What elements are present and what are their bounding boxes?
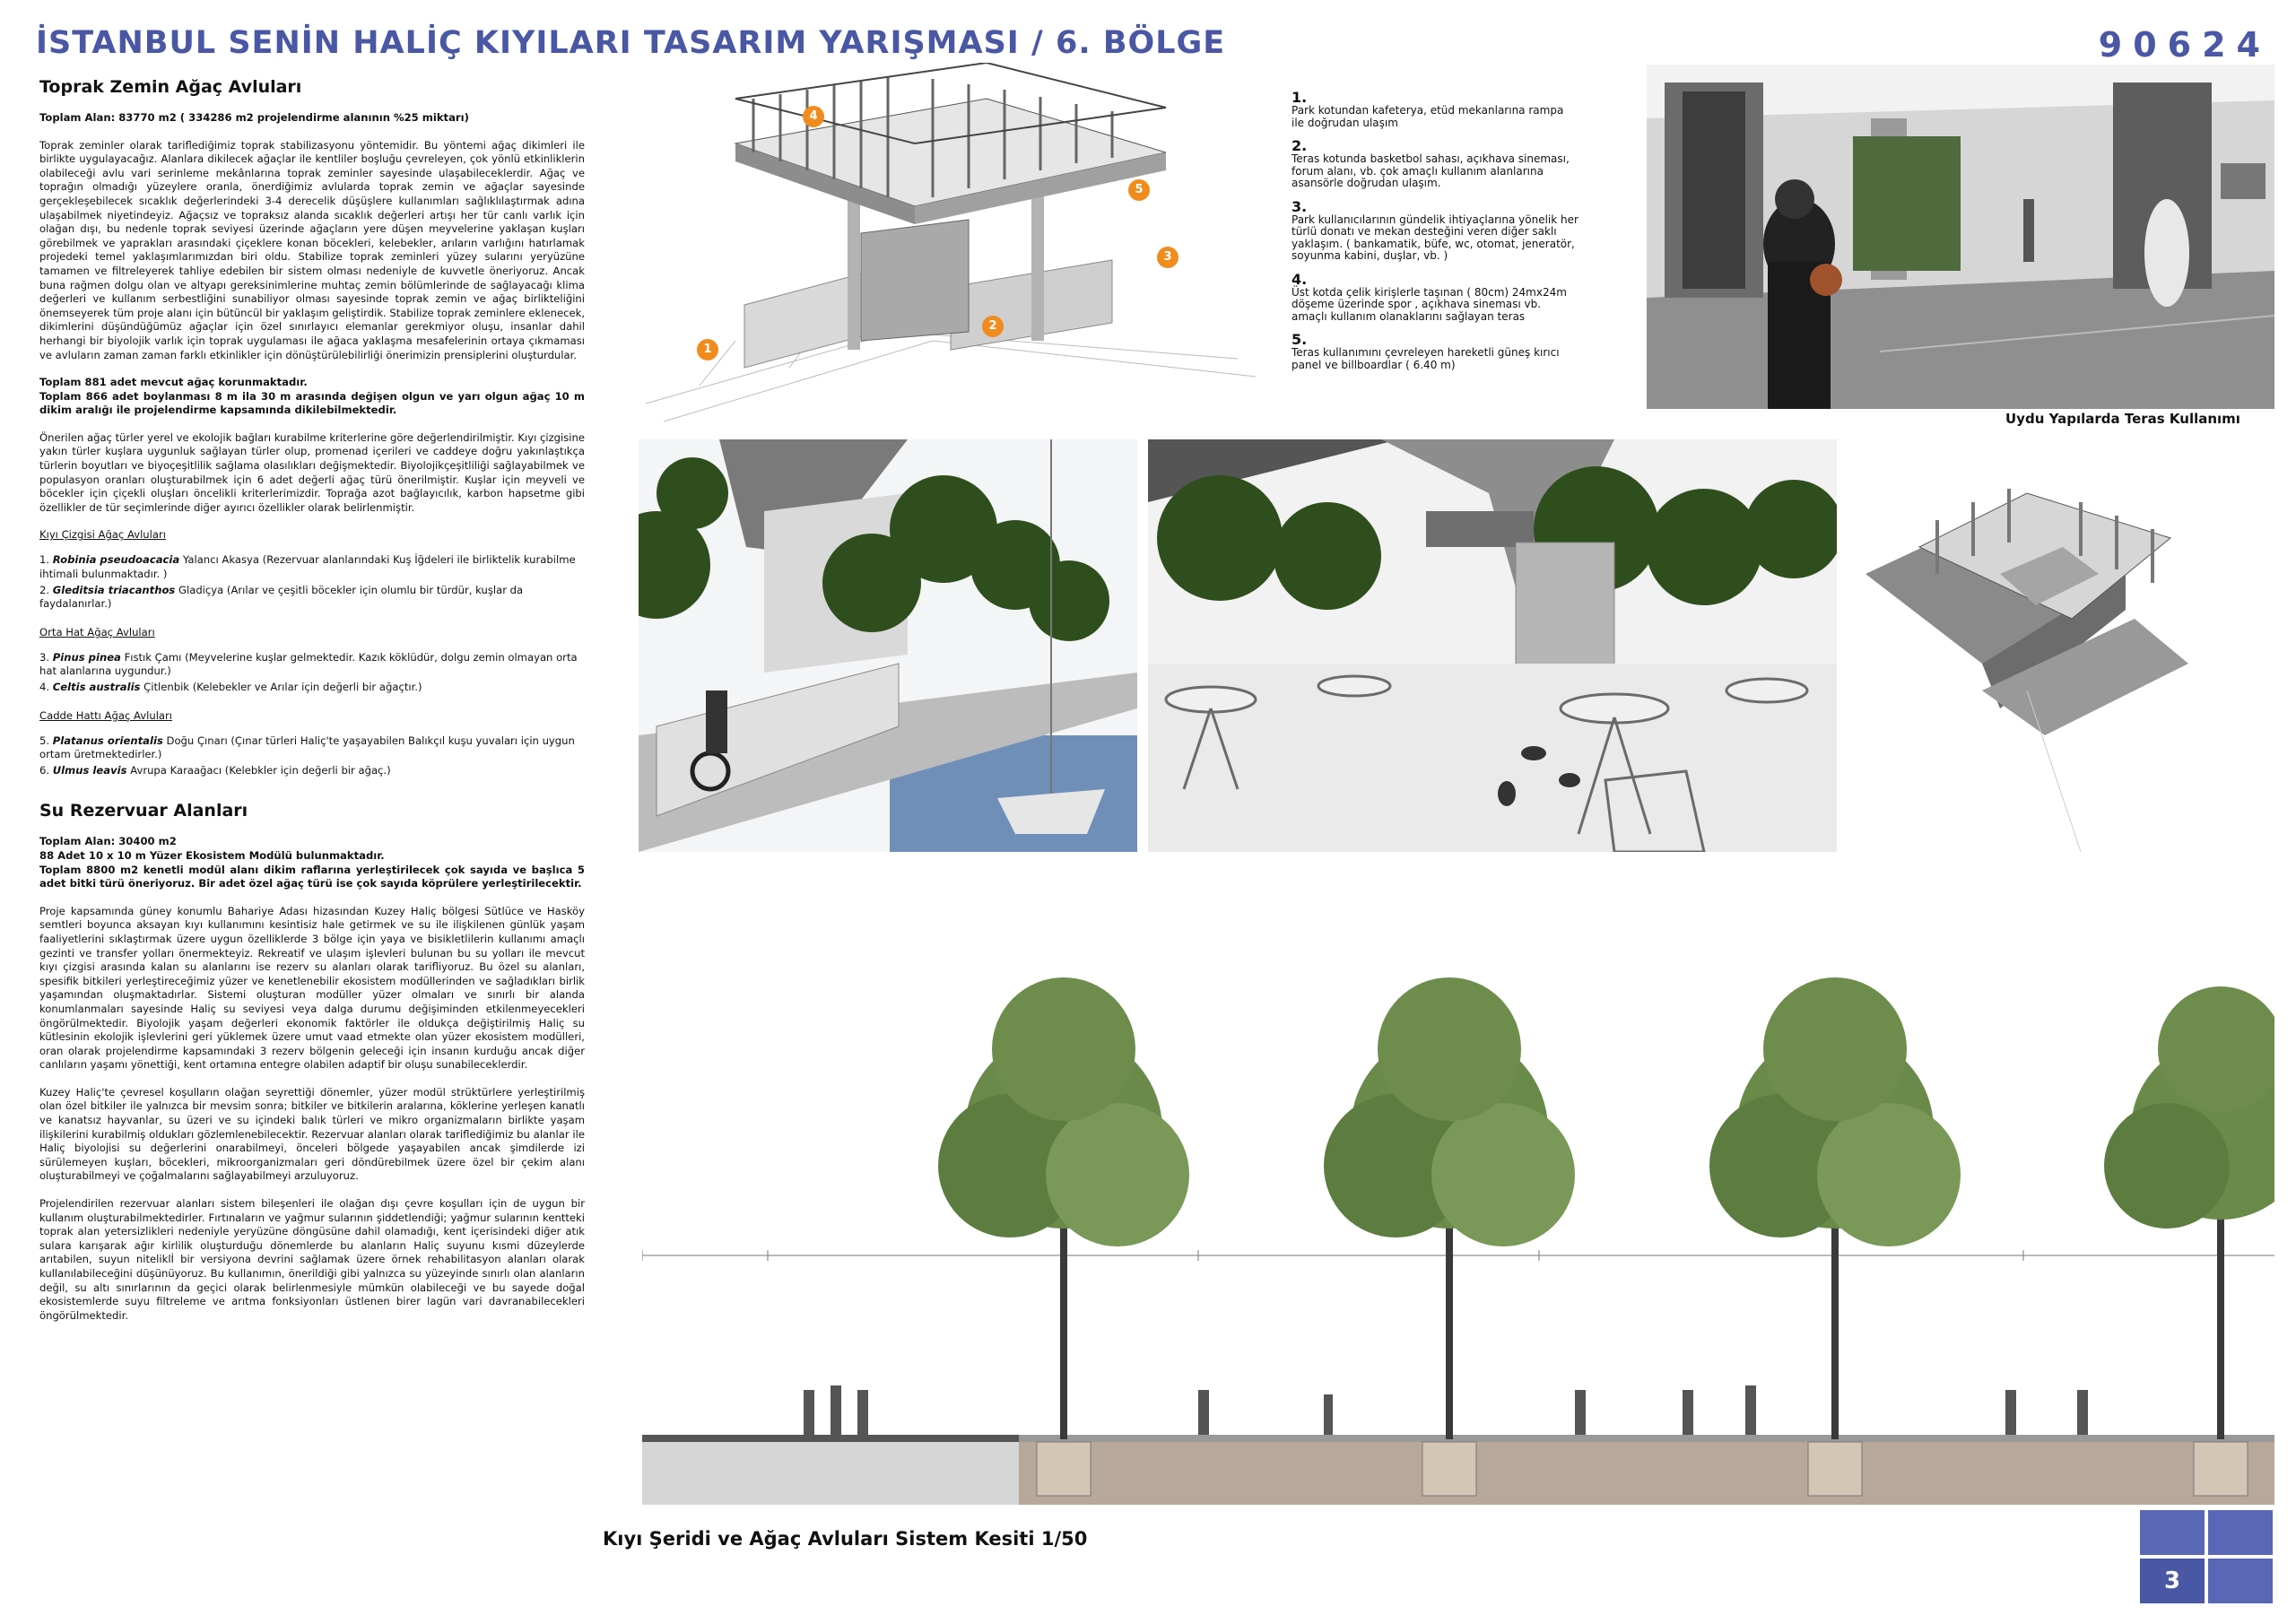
paragraph-soil: Toprak zeminler olarak tariflediğimiz toprak stabilizasyonu yöntemidir. Bu yöntemi ağaç dikimleri ile birlikte uygulayacağız. Alanlara dikilecek ağaçlar ile kentliler boşluğu çevreleyen, çok yönlü etkinliklerin olabileceği avlu vari serinleme mekânlarına toprak zeminler sayesinde ulaşabileceklerdir. Ağaç ve toprağın olmadığı yüzeylere oranla, önerdiğimiz avlularda toprak zemin ve ağaçlar sayesinde gerçekleşebilecek sıcaklık değerlerindeki 3-4 derecelik düşüşlere kullanımları sağlıklılaştırmak adına ulaşabilmek niyetindeyiz. Ağaçsız ve topraksız alanda sıcaklık değerleri artışı her tür canlı varlık için olağan dışı, bu nedenle toprak seviyesi üzerinde ağaçların yere düşen meyvelerine yaklaşan kuşları görebilmek ve yaprakları arasındaki çiçeklere konan böcekleri, kelebekler, arıların varlığını hatırlamak projedeki temel yaklaşımlarımızdan biri oldu. Stabilize toprak zeminleri yüzey sularını yeryüzüne tamamen ve filtreleyerek tahliye edebilen bir sistem olması nedeniyle de kuvvetle öneriyoruz. Ancak buna rağmen dolgu olan ve altyapı gereksinimlerine muhtaç zemin bölümlerinde de sağlayacağı klima değerleri ve kullanım serbestliğini sunabiliyor olması sayesinde toprak zemin ve ağaç birlikteliğini önemseyerek tüm proje alanı için bütüncül bir yaklaşım geliştirdik. Stabilize toprak zeminlere eklenecek, dikimlerini düşündüğümüz ağaçlar için özel sınırlayıcı elemanlar gerekmiyor oluşu, insanlar dahil herhangi bir biyolojik varlık için toprak uygulaması ile ağaca yaklaşma mesafelerinin ortaya çıkmaması ve avluların zaman zaman farklı etkinlikler için dönüştürülebilirliği önerimizin prensiplerini oluşturdular. [39, 138, 585, 361]
paragraph-water-3: Projelendirilen rezervuar alanları sistem bileşenleri ile olağan dışı çevre koşulları için de uygun bir kullanım oluşturabilmektedirler. Fırtınaların ve yağmur sularının şiddetlendiği; yağmur sularının kentteki toprak alan yetersizlikleri nedeniyle yeryüzüne döngüsüne dahil olamadığı, kent içerisindeki diğer atık sulara karışarak ağır kirlilik oluşturduğu dönemlerde bu alanların Haliç suyunu kısmi düzeylerde arıtabilen, suyun niteliklİ bir versiyona devrini sağlamak üzere örnek rehabilitasyon alanları olarak kullanılabileceğini düşünüyoruz. Bu kullanımın, önerildiği gibi yalnızca su yüzeyinde sınırlı olan alanların değil, su altı sınırlarının da geçici olarak belirlenmesiyle mümkün olabileceği ve bu sayede doğal ekosistemlerde suyu filtreleme ve arıtma fonksiyonları üstlenen birer lagün vari davranabilecekleri öngörülmektedir. [39, 1197, 585, 1322]
sub-middle: Orta Hat Ağaç Avluları [39, 625, 155, 638]
species-item: 5. Platanus orientalis Doğu Çınarı (Çınar türleri Haliç'te yaşayabilen Balıkçıl kuşu yuvaları için uygun ortam üretmektedirler.) [39, 734, 575, 761]
sub-street: Cadde Hattı Ağaç Avluları [39, 708, 173, 722]
paragraph-species: Önerilen ağaç türler yerel ve ekolojik bağları kurabilme kriterlerine göre değerlendirilmiştir. Kıyı çizgisine yakın türler kuşlara uygunluk sağlayan türler olup, promenad içerileri ve caddeye doğru yakınlaştıkça türlerin boyutları ve biyoçeşitlilik sağlama olasılıkları değişmektedir. Biyolojikçeşitliliği sağlayabilmek ve populasyon oranları oluşturabilmek için 6 adet değerli ağaç türü önerilmiştir. Kuşlar için meyveli ve böcekler için çiçekli oluşları öncelikli kriterlerimizdir. Toprağa azot bağlayıcılık, karbon hapsetme gibi özellikler de tür seçimlerinde diğer ayırıcı özellikler olarak belirlenmiştir. [39, 430, 585, 514]
heading-soil-courtyards: Toprak Zemin Ağaç Avluları [39, 77, 302, 97]
marker-badge: 5 [1128, 179, 1150, 201]
area-soil: Toplam Alan: 83770 m2 ( 334286 m2 projelendirme alanının %25 miktarı) [39, 111, 469, 124]
notes-list [1292, 90, 1578, 380]
species-list-middle [39, 651, 585, 695]
left-text-column [39, 77, 585, 1336]
species-item: 2. Gleditsia triacanthos Gladiçya (Arılar ve çeşitli böcekler için olumlu bir türdür, kuşlar da faydalanırlar.) [39, 583, 524, 611]
terrace-basketball-render [1647, 65, 2274, 409]
sub-shoreline: Kıyı Çizgisi Ağaç Avluları [39, 528, 166, 542]
page-number-box [2140, 1510, 2273, 1603]
page-title: İSTANBUL SENİN HALİÇ KIYILARI TASARIM YARIŞMASI / 6. BÖLGE [36, 25, 1226, 61]
terrace-caption: Uydu Yapılarda Teras Kullanımı [2005, 411, 2240, 427]
note-item: 5. Teras kullanımını çevreleyen hareketli güneş kırıcı panel ve billboardlar ( 6.40 m) [1292, 331, 1560, 371]
axonometric-building-drawing [610, 63, 1274, 430]
section-caption: Kıyı Şeridi ve Ağaç Avluları Sistem Kesiti 1/50 [603, 1528, 1088, 1550]
species-item: 6. Ulmus leavis Avrupa Karaağacı (Kelebkler için değerli bir ağaç.) [39, 763, 391, 777]
paragraph-water-2: Kuzey Haliç'te çevresel koşulların olağan seyrettiği dönemler, yüzer modül strüktürlere yerleştirilmiş olan özel bitkiler ile yalnızca bir mevsim sonra; bitkiler ve bitkilerin aralarına, köklerine yerleşen kanatlı ve kanatsız hayvanlar, su üzeri ve su içindeki balık türleri ve mikro organizmaların birlikte yaşam ilişkilerini kurabilmiş oldukları gözlemlenebilecektir. Rezervuar alanları olarak tariflediğimiz bu alanlar ile Haliç biyolojisi su değerlerini onarabilmeyi, önceleri bölgede yaşayabilen ancak şimdilerde izi sürülemeyen kuşları, böcekleri, mikroorganizmaları geri döndürebilmek üzere özel bir çekim alanı oluşturabilmeyi ve çoğalmalarını sağlayabilmeyi arzuluyoruz. [39, 1085, 585, 1183]
page-number: 3 [2140, 1559, 2205, 1603]
marker-badge: 3 [1157, 247, 1178, 268]
note-item: 4. Üst kotda çelik kirişlerle taşınan ( 80cm) 24mx24m döşeme üzerinde spor , açıkhava sineması vb. amaçlı kullanım olanaklarını sağlayan teras [1292, 270, 1567, 323]
note-item: 3. Park kullanıcılarının gündelik ihtiyaçlarına yönelik her türlü donatı ve mekan desteğini veren diğer saklı yaklaşım. ( bankamatik, büfe, wc, otomat, jeneratör, soyunma kabini, duşlar, vb. ) [1292, 197, 1578, 262]
note-item: 2. Teras kotunda basketbol sahası, açıkhava sineması, forum alanı, vb. çok amaçlı kullanım alanlarına asansörle doğrudan ulaşım. [1292, 137, 1570, 189]
heading-water-reservoir: Su Rezervuar Alanları [39, 801, 248, 821]
area-water-a: Toplam Alan: 30400 m2 [39, 835, 177, 848]
area-water-c: Toplam 8800 m2 kenetli modül alanı dikim raflarına yerleştirilecek çok sayıda ve başlıca 5 adet bitki türü öneriyoruz. Bir adet özel ağaç türü ise çok sayıda köprülere yerleştirilecektir. [39, 863, 585, 890]
paragraph-water-1: Proje kapsamında güney konumlu Bahariye Adası hizasından Kuzey Haliç bölgesi Sütlüce ve Hasköy semtleri boyunca aksayan kıyı kullanımını kesintisiz hale getirmek ve su ile ilişkilenen günlük yaşam faaliyetlerini sıklaştırmak üzere uygun özelliklerde 3 bölge için yaya ve bisikletlilerin kullanımı amaçlı gezinti ve transfer yolları önermekteyiz. Rekreatif ve ulaşım işlevleri bulunan bu su yolları ile mevcut kıyı çizgisi arasında kalan su alanlarını ise rezerv su alanları olarak tarifliyoruz. Bu özel su alanları, spesifik bitkileri yerleştireceğimiz yüzer ve kenetlenebilir ekosistem modüllerinden ve sağladıkları birlik yaşamından oluşmaktadırlar. Sistemi oluşturan modüller yüzer olmaları ve sınırlı bir alanda konumlanmaları sayesinde Haliç su seviyesi veya dalga durumu değişiminden etkilenmeyecekleri öngörülmektedir. Biyolojik yaşam değerleri ekonomik faktörler ile oldukça değiştirilmiş Haliç su kütlesinin ekolojik işlevlerini geri yüklemek üzere umut vaad etmekte olan yüzer ekosistem modülleri, oran olarak projelendirme kapsamındaki 3 rezerv bölgenin geleceği için insanın kurduğu ancak diğer canlıların yaşamı yönettiği, kent ortamına entegre olabilen adaptif bir oluşu sunabileceklerdir. [39, 904, 585, 1072]
species-list-shoreline [39, 553, 585, 611]
area-water-b: 88 Adet 10 x 10 m Yüzer Ekosistem Modülü bulunmaktadır. [39, 848, 385, 862]
species-item: 4. Celtis australis Çitlenbik (Kelebekler ve Arılar için değerli bir ağaçtır.) [39, 681, 422, 693]
roof-axonometric-render [1848, 439, 2274, 852]
trees-new: Toplam 866 adet boylanması 8 m ila 30 m arasında değişen olgun ve yarı olgun ağaç 10 m dikim aralığı ile projelendirme kapsamında dikilebilmektedir. [39, 389, 585, 417]
species-item: 1. Robinia pseudoacacia Yalancı Akasya (Rezervuar alanlarındaki Kuş İğdeleri ile birliktelik kurabilme ihtimali bulunmaktadır. ) [39, 553, 576, 581]
note-item: 1. Park kotundan kafeterya, etüd mekanlarına rampa ile doğrudan ulaşım [1292, 89, 1564, 129]
species-list-street [39, 734, 585, 778]
marker-badge: 4 [803, 106, 824, 127]
system-section-drawing [642, 968, 2274, 1507]
marker-badge: 2 [982, 316, 1004, 337]
species-item: 3. Pinus pinea Fıstık Çamı (Meyvelerine kuşlar gelmektedir. Kazık köklüdür, dolgu zemin olmayan orta hat alanlarına uygundur.) [39, 650, 578, 678]
cafe-plaza-render [1148, 439, 1837, 852]
promenade-render [639, 439, 1137, 852]
trees-existing: Toplam 881 adet mevcut ağaç korunmaktadır. [39, 376, 308, 389]
entry-code: 90624 [2098, 25, 2271, 65]
marker-badge: 1 [697, 339, 718, 360]
